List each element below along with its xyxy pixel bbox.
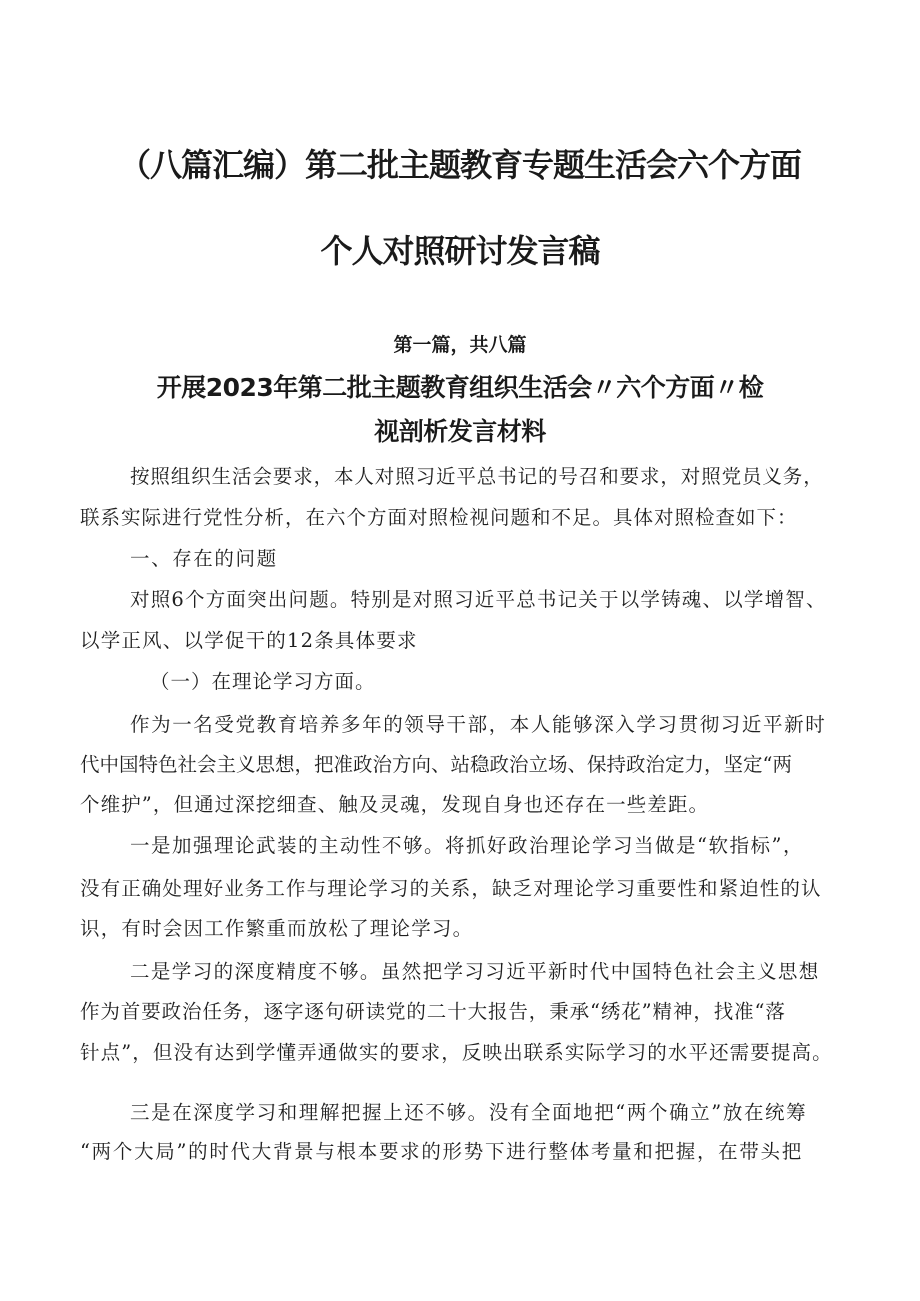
paragraph-line: 作为首要政治任务，逐字逐句研读党的二十大报告，秉承“绣花”精神，找准“落 [80,1000,786,1023]
paragraph-line: 按照组织生活会要求，本人对照习近平总书记的号召和要求，对照党员义务， [130,465,824,488]
document-title-line-2: 个人对照研讨发言稿 [320,232,600,270]
document-title-line-1: （八篇汇编）第二批主题教育专题生活会六个方面 [118,146,801,184]
paragraph-line: 二是学习的深度精度不够。虽然把学习习近平新时代中国特色社会主义思想 [130,960,820,983]
subsection-heading: （一）在理论学习方面。 [150,670,376,693]
paragraph-line: 对照6个方面突出问题。特别是对照习近平总书记关于以学铸魂、以学增智、 [130,588,827,611]
paragraph-line: 作为一名受党教育培养多年的领导干部，本人能够深入学习贯彻习近平新时 [130,713,827,736]
paragraph-line: 没有正确处理好业务工作与理论学习的关系，缺乏对理论学习重要性和紧迫性的认 [80,877,822,900]
paragraph-line: 以学正风、以学促干的12条具体要求 [80,629,418,652]
paragraph-line: “两个大局”的时代大背景与根本要求的形势下进行整体考量和把握，在带头把 [80,1140,803,1163]
section-title-line-2: 视剖析发言材料 [374,417,546,446]
paragraph-line: 联系实际进行党性分析，在六个方面对照检视问题和不足。具体对照检查如下： [80,506,798,529]
paragraph-line: 个维护”，但通过深挖细查、触及灵魂，发现自身也还存在一些差距。 [80,793,710,816]
section-heading: 一、存在的问题 [130,547,278,570]
part-label: 第一篇，共八篇 [393,334,527,356]
paragraph-line: 一是加强理论武装的主动性不够。将抓好政治理论学习当做是“软指标”， [130,834,804,857]
paragraph-line: 三是在深度学习和理解把握上还不够。没有全面地把“两个确立”放在统筹 [130,1101,808,1124]
section-title-line-1: 开展2023年第二批主题教育组织生活会〃六个方面〃检 [156,373,764,402]
paragraph-line: 识，有时会因工作繁重而放松了理论学习。 [80,917,474,940]
paragraph-line: 针点”，但没有达到学懂弄通做实的要求，反映出联系实际学习的水平还需要提高。 [80,1041,833,1064]
paragraph-line: 代中国特色社会主义思想，把准政治方向、站稳政治立场、保持政治定力，坚定“两 [80,753,792,776]
